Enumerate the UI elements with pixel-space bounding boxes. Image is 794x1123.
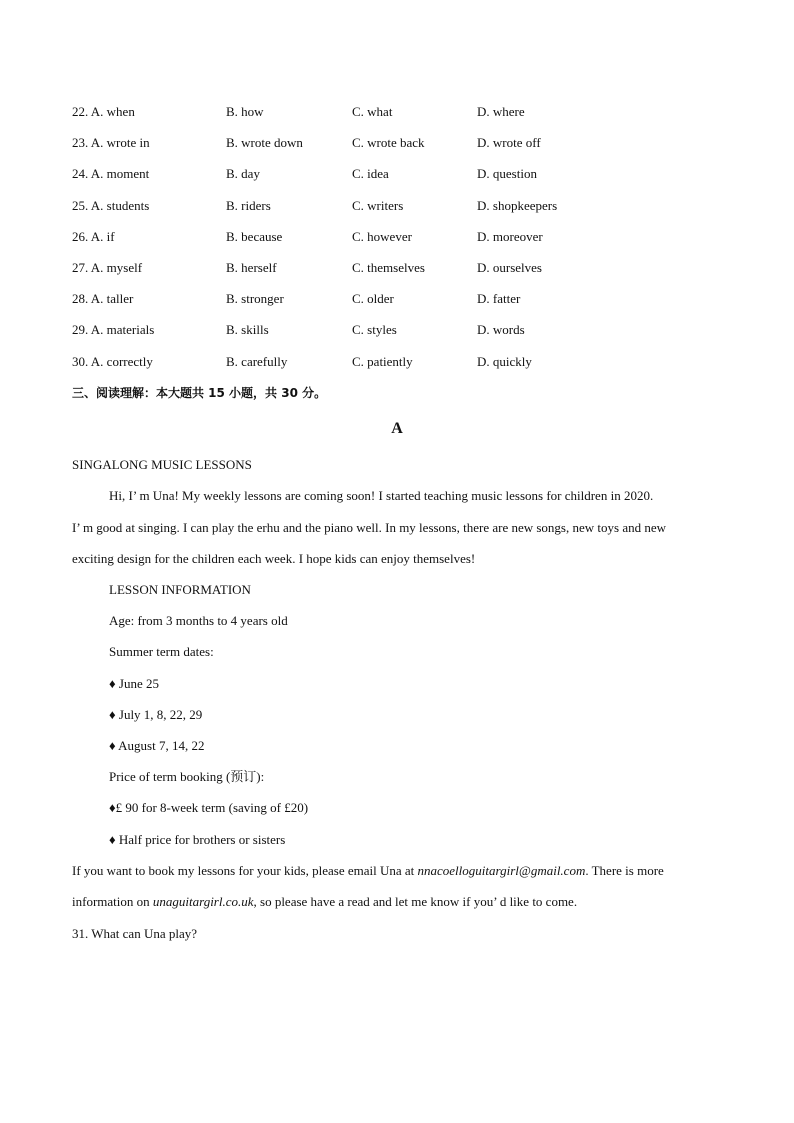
- option-c: C. writers: [352, 197, 404, 213]
- intro-line-1: Hi, I’ m Una! My weekly lessons are coming soon! I started teaching music lessons for children in 2020.: [109, 488, 654, 503]
- date-item: ♦ June 25: [109, 676, 159, 691]
- option-d: D. fatter: [477, 291, 521, 307]
- option-b: B. day: [226, 166, 260, 182]
- option-d: D. question: [477, 166, 537, 182]
- price-label: Price of term booking (预订):: [109, 769, 265, 784]
- option-a: 29. A. materials: [72, 322, 155, 338]
- option-b: B. skills: [226, 322, 269, 338]
- option-d: D. moreover: [477, 228, 543, 244]
- option-b: B. carefully: [226, 353, 288, 369]
- term-label: Summer term dates:: [109, 644, 214, 659]
- option-row-22: [72, 103, 722, 134]
- option-c: C. styles: [352, 322, 397, 338]
- price-item: ♦£ 90 for 8-week term (saving of £20): [109, 800, 309, 815]
- option-d: D. quickly: [477, 353, 532, 369]
- option-a: 30. A. correctly: [72, 353, 153, 369]
- booking-text-end: . There is more: [585, 863, 664, 878]
- date-item: ♦ August 7, 14, 22: [109, 738, 205, 753]
- option-b: B. stronger: [226, 291, 284, 307]
- section-heading: 三、阅读理解：本大题共 15 小题，共 30 分。: [72, 386, 327, 400]
- option-d: D. words: [477, 322, 525, 338]
- email-address: nnacoelloguitargirl@gmail.com: [417, 863, 586, 878]
- intro-line-3: exciting design for the children each week. I hope kids can enjoy themselves!: [72, 551, 476, 566]
- option-b: B. wrote down: [226, 135, 303, 151]
- passage-title: SINGALONG MUSIC LESSONS: [72, 457, 252, 472]
- option-c: C. however: [352, 228, 412, 244]
- option-row-26: [72, 228, 722, 259]
- option-a: 26. A. if: [72, 228, 115, 244]
- option-c: C. what: [352, 104, 393, 119]
- option-b: B. herself: [226, 259, 277, 275]
- booking-line: [72, 862, 664, 880]
- option-c: C. wrote back: [352, 135, 425, 151]
- option-row-27: [72, 259, 722, 290]
- option-a: 24. A. moment: [72, 166, 150, 182]
- option-a: 28. A. taller: [72, 291, 134, 307]
- option-row-24: [72, 165, 722, 196]
- option-row-30: [72, 353, 722, 384]
- option-d: D. where: [477, 104, 525, 119]
- option-row-29: [72, 321, 722, 352]
- option-b: B. because: [226, 228, 283, 244]
- intro-line-2: I’ m good at singing. I can play the erhu and the piano well. In my lessons, there are new songs, new toys and new: [72, 520, 667, 535]
- lesson-info-title: LESSON INFORMATION: [109, 582, 251, 597]
- option-row-25: [72, 197, 722, 228]
- option-a: 22. A. when: [72, 104, 135, 119]
- option-c: C. older: [352, 291, 394, 307]
- price-item: ♦ Half price for brothers or sisters: [109, 832, 286, 847]
- info-text-end: , so please have a read and let me know if you’ d like to come.: [253, 894, 578, 909]
- option-a: 25. A. students: [72, 197, 150, 213]
- info-text: information on: [72, 894, 153, 909]
- option-d: D. ourselves: [477, 259, 542, 275]
- option-c: C. themselves: [352, 259, 425, 275]
- option-c: C. idea: [352, 166, 389, 182]
- date-item: ♦ July 1, 8, 22, 29: [109, 707, 203, 722]
- question-31: 31. What can Una play?: [72, 926, 198, 941]
- option-c: C. patiently: [352, 353, 413, 369]
- option-row-23: [72, 134, 722, 165]
- option-a: 27. A. myself: [72, 259, 143, 275]
- age-line: Age: from 3 months to 4 years old: [109, 613, 288, 628]
- website-link: unaguitargirl.co.uk: [152, 894, 254, 909]
- option-b: B. how: [226, 104, 264, 119]
- option-a: 23. A. wrote in: [72, 135, 150, 151]
- option-d: D. shopkeepers: [477, 197, 558, 213]
- option-row-28: [72, 290, 722, 321]
- passage-letter: A: [391, 420, 403, 437]
- info-line: [72, 893, 577, 911]
- booking-text: If you want to book my lessons for your kids, please email Una at: [72, 863, 418, 878]
- option-b: B. riders: [226, 197, 271, 213]
- option-table: [72, 103, 722, 384]
- option-d: D. wrote off: [477, 135, 541, 151]
